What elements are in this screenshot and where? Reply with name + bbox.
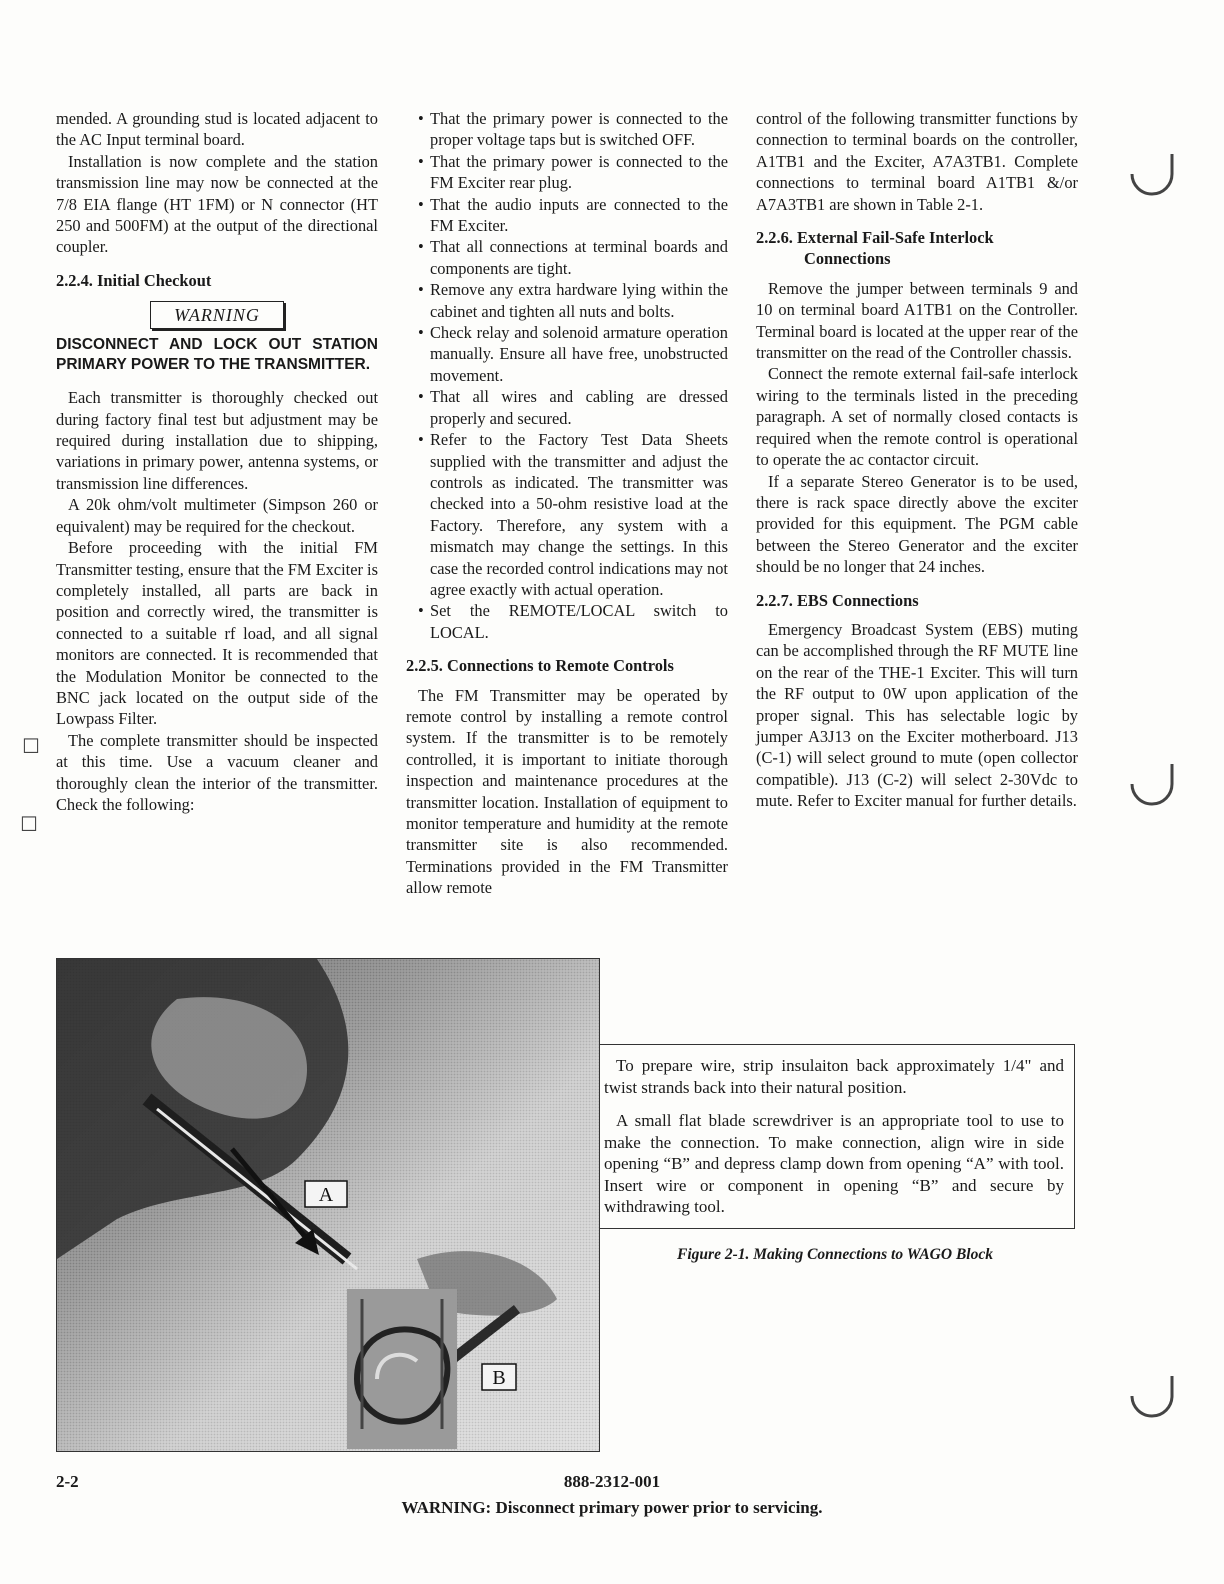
list-item: • That the primary power is connected to the proper voltage taps but is switched OFF. — [418, 109, 728, 150]
bullet-icon: • — [418, 601, 424, 621]
bullet-icon: • — [418, 194, 424, 214]
svg-text:A: A — [318, 1184, 334, 1206]
handwritten-check-icon: ☐ — [20, 812, 38, 836]
paragraph: Emergency Broadcast System (EBS) muting can be accomplished through the RF MUTE line on the rear of the THE-1 Exciter. This will turn the RF output to 0W upon application of the proper signal. This has selectable logic by jumper A3J13 on the Exciter motherboard. J13 (C-1) will select ground to mute (open collector compatible). J13 (C-2) will select 2-30Vdc to mute. Refer to Exciter manual for further details. — [756, 619, 1078, 811]
label-b — [482, 1364, 516, 1390]
wago-block-photo — [57, 959, 599, 1451]
handwritten-check-icon: ☐ — [22, 734, 40, 758]
binder-hole-icon — [1128, 150, 1176, 198]
bullet-icon: • — [418, 430, 424, 450]
list-item: • Refer to the Factory Test Data Sheets supplied with the transmitter and adjust the controls as indicated. The transmitter was checked into a 50-ohm resistive load at the Factory. Therefore, any system with a mismatch may change the settings. In this case the recorded control indications may not agree exactly with actual operation. — [418, 430, 728, 599]
paragraph: Remove the jumper between terminals 9 and 10 on terminal board A1TB1 on the Controller. Terminal board is located at the upper rear of the transmitter on the read of the Controller chassis. — [756, 278, 1078, 363]
list-item: • That the primary power is connected to the FM Exciter rear plug. — [418, 151, 728, 193]
paragraph: If a separate Stereo Generator is to be used, there is rack space directly above the exciter provided for this equipment. The PGM cable between the Stereo Generator and the exciter should be no longer that 24 inches. — [756, 471, 1078, 577]
list-item: • That all wires and cabling are dressed properly and secured. — [418, 387, 728, 428]
bullet-icon: • — [418, 280, 424, 300]
caption-paragraph: A small flat blade screwdriver is an appropriate tool to use to make the connection. To make connection, align wire in side opening “B” and depress clamp down from opening “A” with tool. Insert wire or component in opening “B” and secure by withdrawing tool. — [604, 1111, 1064, 1216]
bullet-icon: • — [418, 323, 424, 343]
list-item: • Set the REMOTE/LOCAL switch to LOCAL. — [418, 601, 728, 642]
bullet-icon: • — [418, 109, 424, 128]
checklist — [406, 108, 728, 643]
bullet-icon: • — [418, 151, 424, 171]
section-heading-2-2-5: 2.2.5. Connections to Remote Controls — [406, 656, 674, 676]
paragraph: control of the following transmitter functions by connection to terminal boards on the controller, A1TB1 and the Exciter, A7A3TB1. Complete connections to terminal board A1TB1 &/or A7A3TB1 are shown in Table 2-1. — [756, 109, 1078, 214]
figure-photo — [56, 958, 600, 1452]
warning-label-box: WARNING — [150, 301, 284, 329]
list-item: • Check relay and solenoid armature operation manually. Ensure all have free, unobstructed movement. — [418, 323, 728, 385]
paragraph: Installation is now complete and the station transmission line may now be connected at the 7/8 EIA flange (HT 1FM) or N connector (HT 250 and 500FM) at the output of the directional coupler. — [56, 151, 378, 257]
figure-caption-box — [600, 1044, 1075, 1229]
page-number: 2-2 — [56, 1472, 79, 1491]
list-item: • That the audio inputs are connected to the FM Exciter. — [418, 194, 728, 236]
footer-warning: WARNING: Disconnect primary power prior to servicing. — [401, 1498, 823, 1517]
paragraph: A 20k ohm/volt multimeter (Simpson 260 or equivalent) may be required for the checkout. — [56, 495, 378, 536]
paragraph: Connect the remote external fail-safe interlock wiring to the terminals listed in the preceding paragraph. A set of normally closed contacts is required when the remote control is operational to operate the ac contactor circuit. — [756, 364, 1078, 470]
binder-hole-icon — [1128, 1372, 1176, 1420]
paragraph: The complete transmitter should be inspected at this time. Use a vacuum cleaner and thoroughly clean the interior of the transmitter. Check the following: — [56, 730, 378, 814]
list-item: • That all connections at terminal boards and components are tight. — [418, 237, 728, 278]
section-heading-2-2-7: 2.2.7. EBS Connections — [756, 590, 919, 610]
paragraph: mended. A grounding stud is located adjacent to the AC Input terminal board. — [56, 109, 378, 150]
section-heading-2-2-6: 2.2.6. External Fail-Safe Interlock Connections — [756, 228, 994, 269]
column-2 — [406, 108, 728, 899]
wago-block-shape — [347, 1289, 457, 1449]
column-3 — [756, 108, 1078, 812]
bullet-icon: • — [418, 237, 424, 257]
bullet-icon: • — [418, 387, 424, 407]
paragraph: Each transmitter is thoroughly checked out during factory final test but adjustment may be required during installation due to shipping, variations in primary power, antenna systems, or transmission line differences. — [56, 388, 378, 493]
column-1 — [56, 108, 378, 815]
warning-text: DISCONNECT AND LOCK OUT STATION PRIMARY POWER TO THE TRANSMITTER. — [56, 336, 378, 374]
svg-text:B: B — [492, 1367, 506, 1389]
paragraph: Before proceeding with the initial FM Transmitter testing, ensure that the FM Exciter is completely installed, all parts are back in position and correctly wired, the transmitter is connected to a suitable rf load, and all signal monitors are connected. It is recommended that the Modulation Monitor be connected to the BNC jack located on the output side of the Lowpass Filter. — [56, 538, 378, 729]
paragraph: The FM Transmitter may be operated by remote control by installing a remote control system. If the transmitter is to be remotely controlled, it is important to initiate thorough inspection and maintenance procedures at the transmitter location. Installation of equipment to monitor temperature and humidity at the remote transmitter site is also recommended. Terminations provided in the FM Transmitter allow remote — [406, 685, 728, 898]
label-a — [305, 1181, 347, 1207]
list-item: • Remove any extra hardware lying within the cabinet and tighten all nuts and bolts. — [418, 280, 728, 321]
document-number: 888-2312-001 — [563, 1472, 661, 1491]
section-heading-2-2-4: 2.2.4. Initial Checkout — [56, 270, 212, 290]
figure-title: Figure 2-1. Making Connections to WAGO Block — [677, 1246, 993, 1263]
caption-paragraph: To prepare wire, strip insulaiton back approximately 1/4" and twist strands back into their natural position. — [604, 1056, 1064, 1097]
binder-hole-icon — [1128, 760, 1176, 808]
